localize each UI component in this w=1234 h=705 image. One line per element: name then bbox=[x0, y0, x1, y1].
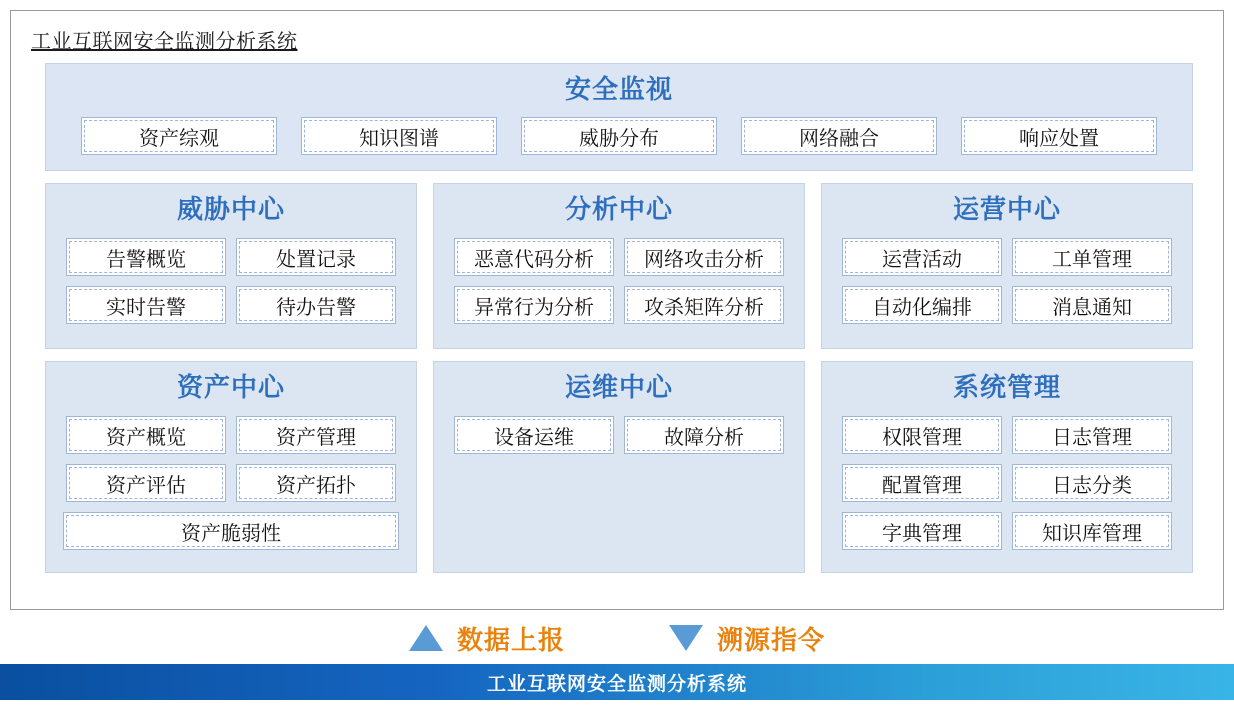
panel-system-management bbox=[821, 361, 1193, 573]
tile-kill-chain-matrix-analysis[interactable]: 攻杀矩阵分析 bbox=[624, 286, 784, 324]
legend-label-data-upload: 数据上报 bbox=[456, 624, 565, 655]
arrow-up-icon bbox=[409, 625, 443, 651]
arrow-down-icon bbox=[669, 625, 703, 651]
legend-label-trace-command: 溯源指令 bbox=[717, 624, 826, 655]
panel-maintenance-center bbox=[433, 361, 805, 573]
panel-security-monitor bbox=[45, 63, 1193, 171]
bottom-banner bbox=[0, 664, 1234, 700]
tile-alarm-overview[interactable]: 告警概览 bbox=[66, 238, 226, 276]
panel-title-security-monitor: 安全监视 bbox=[564, 74, 673, 104]
tile-permission-management[interactable]: 权限管理 bbox=[842, 416, 1002, 454]
flow-legend bbox=[0, 614, 1234, 662]
tile-asset-overview[interactable]: 资产综观 bbox=[81, 117, 277, 155]
frame-title: 工业互联网安全监测分析系统 bbox=[31, 31, 298, 53]
panel-title-system-management: 系统管理 bbox=[952, 372, 1061, 402]
tile-device-maintenance[interactable]: 设备运维 bbox=[454, 416, 614, 454]
tile-group-asset-center bbox=[58, 411, 404, 555]
tile-log-classification[interactable]: 日志分类 bbox=[1012, 464, 1172, 502]
tile-threat-distribution[interactable]: 威胁分布 bbox=[521, 117, 717, 155]
system-architecture-frame bbox=[10, 10, 1224, 610]
panel-title-asset-center: 资产中心 bbox=[176, 372, 285, 402]
tile-handling-record[interactable]: 处置记录 bbox=[236, 238, 396, 276]
tile-response-handling[interactable]: 响应处置 bbox=[961, 117, 1157, 155]
tile-asset-management[interactable]: 资产管理 bbox=[236, 416, 396, 454]
panel-title-operation-center: 运营中心 bbox=[952, 194, 1061, 224]
tile-group-analysis-center bbox=[446, 233, 792, 329]
tile-group-operation-center bbox=[834, 233, 1180, 329]
tile-config-management[interactable]: 配置管理 bbox=[842, 464, 1002, 502]
tile-group-maintenance-center bbox=[446, 411, 792, 459]
tile-asset-summary[interactable]: 资产概览 bbox=[66, 416, 226, 454]
legend-item-data-upload bbox=[409, 620, 565, 657]
panel-row-bottom bbox=[45, 361, 1193, 573]
banner-title: 工业互联网安全监测分析系统 bbox=[486, 673, 747, 695]
tile-knowledge-base-management[interactable]: 知识库管理 bbox=[1012, 512, 1172, 550]
panel-title-threat-center: 威胁中心 bbox=[176, 194, 285, 224]
tile-asset-assessment[interactable]: 资产评估 bbox=[66, 464, 226, 502]
tile-dictionary-management[interactable]: 字典管理 bbox=[842, 512, 1002, 550]
tile-pending-alarm[interactable]: 待办告警 bbox=[236, 286, 396, 324]
tile-network-attack-analysis[interactable]: 网络攻击分析 bbox=[624, 238, 784, 276]
panel-operation-center bbox=[821, 183, 1193, 349]
panel-analysis-center bbox=[433, 183, 805, 349]
tile-message-notification[interactable]: 消息通知 bbox=[1012, 286, 1172, 324]
legend-item-trace-command bbox=[669, 620, 825, 657]
panel-row-middle bbox=[45, 183, 1193, 349]
panel-title-analysis-center: 分析中心 bbox=[564, 194, 673, 224]
tile-operation-activity[interactable]: 运营活动 bbox=[842, 238, 1002, 276]
tile-group-security-monitor bbox=[58, 113, 1180, 159]
tile-asset-vulnerability[interactable]: 资产脆弱性 bbox=[63, 512, 399, 550]
tile-knowledge-graph[interactable]: 知识图谱 bbox=[301, 117, 497, 155]
tile-abnormal-behavior-analysis[interactable]: 异常行为分析 bbox=[454, 286, 614, 324]
tile-log-management[interactable]: 日志管理 bbox=[1012, 416, 1172, 454]
tile-network-fusion[interactable]: 网络融合 bbox=[741, 117, 937, 155]
tile-automation-orchestration[interactable]: 自动化编排 bbox=[842, 286, 1002, 324]
panel-threat-center bbox=[45, 183, 417, 349]
tile-realtime-alarm[interactable]: 实时告警 bbox=[66, 286, 226, 324]
tile-fault-analysis[interactable]: 故障分析 bbox=[624, 416, 784, 454]
tile-asset-topology[interactable]: 资产拓扑 bbox=[236, 464, 396, 502]
panel-asset-center bbox=[45, 361, 417, 573]
tile-malware-analysis[interactable]: 恶意代码分析 bbox=[454, 238, 614, 276]
tile-group-threat-center bbox=[58, 233, 404, 329]
panel-grid bbox=[45, 63, 1193, 585]
tile-group-system-management bbox=[834, 411, 1180, 555]
panel-title-maintenance-center: 运维中心 bbox=[564, 372, 673, 402]
tile-work-order-management[interactable]: 工单管理 bbox=[1012, 238, 1172, 276]
